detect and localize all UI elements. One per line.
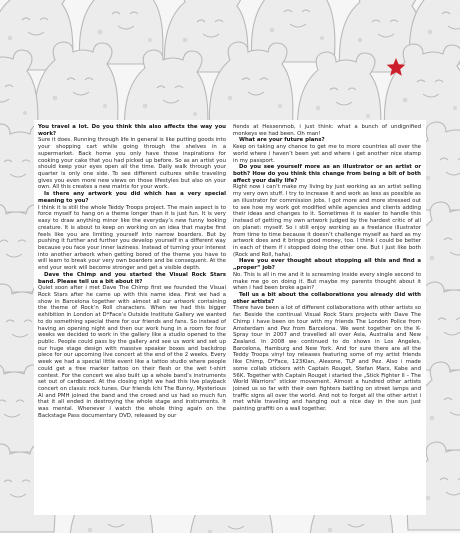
interview-answer: fiends at Hessenmob, i just think: what a bunch of undignified monkeys we had been. Oh man! [233, 124, 421, 137]
interview-answer: Keep on taking any chance to get me to more countries all over the world where i haven’t been yet and where i get another nice stamp in my passport. [233, 144, 421, 164]
interview-answer: Sure it does. Running through life in general is like putting goods into your shopping cart while going through the shelves in a supermarket. Back home you only have those inspirations for cooking your cake that you had picked up before. So as an artist you should keep your eyes open all the time. Daily walk through your quarter is only one side. To see different cultures while traveling gives you even more new views on those lifestyles but also on your own. All this creates a new matrix for your work. [38, 137, 226, 191]
interview-answer: Quiet soon after i met Dave The Chimp first we founded the Visual Rock Stars after he came up with this name idea. First we had a show in Barcelona together with almost all our artwork containing the theme of Rock’n Roll characters. When we had this bigger exhibition in London at D*Face’s Outside Institute Gallery we wanted to do something special there for our friends and fans. So instead of having an opening night and then our work hung in a room for four weeks we decided to work in the gallery like a studio opened to the public. People could pass by the gallery and see us work and set up our huge stage design with massive speaker boxes and backdrop piece for our upcoming live concert at the end of the 2 weeks. Every week we had a special little event like a tattoo studio where people could get a free marker tattoo on their flesh or the wet t-shirt contest. For the concert we also built up a whole band’s instruments set out of cardboard. At the closing night we had this live playback concert on classic rock tunes. Our friends Ichi The Bunny, Mysterious Al and PMH joined the band and the crowd and us had so much fun that it all ended in destroying the whole stage and instruments. It was mental. Whenever i watch the whole thing again on the Backstage Pass documentary DVD, released by our [38, 285, 226, 419]
interview-answer: There have been a lot of different collaborations with other artists so far. Beside the continual Visual Rock Stars projects with Dave The Chimp i have been on tour with my friends The London Police from Amsterdam and Pez from Barcelona. We went together on the K-Spray tour in 2007 and travelled all over Asia, Australia and New Zealand. In 2008 we continued to do shows in Los Angeles, Barcelona, Hamburg and New York. And for sure there are all the Teddy Troops vinyl toy releases featuring some of my artist friends like Chimp, D*Face, 123Klan, Alexone, TLP and Pez. Also i made some collab stickers with Captain Rouget, Stefan Marx, Kabe and 56K. Together with Captain Rouget i started the „Stick Fighter II – The World Warriors“ sticker movement. Almost a hundred other artists joined us so far with their own fighters battling on street lamps and traffic signs all over the world. And not to forget all the other artist i met while traveling and hanging out a nice day in the sun just painting graffiti on a wall together. [233, 305, 421, 413]
interview-answer: I think it is still the whole Teddy Troops project. The main aspect is to force myself to hang on a theme longer than it is just fun. It is very easy to draw anything minor like the everyday’s new funny looking creature. It is about to keep on working on an idea that maybe first feels like you are limiting yourself into narrow boarders. But by pushing it further and further you develop yourself in a different way because you face your inner laziness. Instead of turning your interest into another artwork when getting bored of the theme you have to will learn to break your very own boarders and be consequent. At the end your work will become stronger and get a visible depth. [38, 204, 226, 272]
interview-question: Is there any artwork you did which has a very special meaning to you? [38, 191, 226, 204]
interview-question: You travel a lot. Do you think this also affects the way you work? [38, 124, 226, 137]
interview-answer: No. This is all in me and it is screaming inside every single second to make me go on doing it. But maybe my parents thought about it when i had been broke again? [233, 271, 421, 292]
article-right-column [233, 124, 421, 413]
interview-question: Dave the Chimp and you started the Visual Rock Stars band. Please tell us a bit about it? [38, 271, 226, 285]
interview-question: Tell us a bit about the collaborations you already did with other artists? [233, 291, 421, 305]
article-left-column [38, 124, 226, 420]
interview-question: What are your future plans? [239, 137, 325, 144]
interview-question: Do you see yourself more as an illustrator or an artist or both? How do you think this change from being a bit of both affect your daily life? [233, 164, 421, 184]
interview-question: Have you ever thought about stopping all this and find a „proper“ job? [233, 258, 421, 272]
interview-answer: Right now i can’t make my living by just working as an artist selling my very own stuff. I try to increase it and work as less as possible as an illustrator for commission jobs. I got more and more stressed out to see how my work got modified while agencies and clients adding their ideas and changes to it. Sometimes it is easier to handle this instead of getting my own artwork judged by the hardest critic of all on planet: myself. So i still enjoy working as a freelance illustrator from time to time because it doesn’t challenge myself as hard as my artwork does and it brings good money, too. I think i could be better in each of them if i stopped doing the other one. But i just like both (Rock and Roll, haha). [233, 184, 421, 258]
